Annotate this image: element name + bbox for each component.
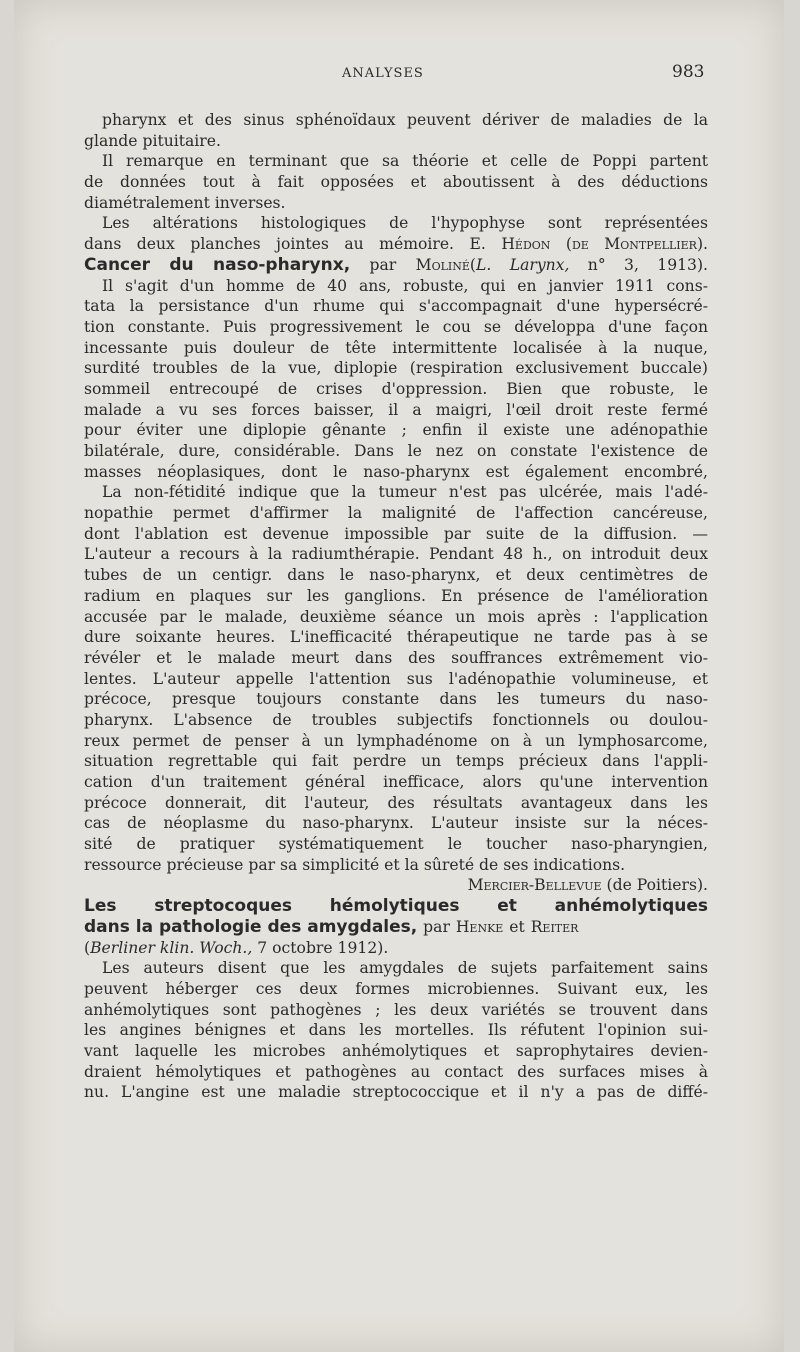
page-number: 983 (672, 62, 705, 82)
text-line: cas de néoplasme du naso-pharynx. L'auteur insiste sur la néces- (84, 814, 708, 833)
text-line: nu. L'angine est une maladie streptococcique et il n'y a pas de diffé- (84, 1083, 708, 1102)
article-journal: L. Larynx, (476, 255, 570, 274)
text-line: dont l'ablation est devenue impossible par suite de la diffusion. — (84, 524, 708, 543)
text-line: draient hémolytiques et pathogènes au contact des surfaces mises à (84, 1062, 708, 1081)
signature-place: (de Poitiers). (601, 876, 708, 895)
article-author: Reiter (530, 917, 579, 936)
text-line: pharynx. L'absence de troubles subjectifs fonctionnels ou doulou- (84, 710, 708, 729)
text-line: La non-fétidité indique que la tumeur n'est pas ulcérée, mais l'adé- (102, 483, 708, 502)
text-line: glande pituitaire. (84, 131, 221, 150)
running-head: ANALYSES (342, 66, 424, 81)
article-ref-open: ( (84, 938, 91, 957)
text-line: révéler et le malade meurt dans des souffrances extrêmement vio- (84, 648, 708, 667)
article-ref-rest: n° 3, 1913). (569, 255, 709, 274)
text-line: sommeil entrecoupé de crises d'oppression. Bien que robuste, le (84, 379, 708, 398)
text-line: Il remarque en terminant que sa théorie et celle de Poppi partent (102, 152, 708, 171)
text-line: ressource précieuse par sa simplicité et la sûreté de ses indications. (84, 855, 626, 874)
text-line: Les altérations histologiques de l'hypophyse sont représentées (102, 214, 708, 233)
signature-name: Mercier-Bellevue (467, 876, 602, 895)
text-line: précoce donnerait, dit l'auteur, des résultats avantageux dans les (84, 793, 708, 812)
text-line: accusée par le malade, deuxième séance un mois après : l'application (84, 607, 708, 626)
text-line: Il s'agit d'un homme de 40 ans, robuste, qui en janvier 1911 cons- (102, 276, 708, 295)
page-header (0, 62, 800, 86)
text-line: sité de pratiquer systématiquement le toucher naso-pharyngien, (84, 835, 708, 854)
text-line: surdité troubles de la vue, diplopie (respiration exclusivement buccale) (84, 359, 708, 378)
text-line: anhémolytiques sont pathogènes ; les deux variétés se trouvent dans (84, 1000, 708, 1019)
text-line: précoce, presque toujours constante dans les tumeurs du naso- (84, 690, 708, 709)
text-line: tata la persistance d'un rhume qui s'accompagnait d'une hypersécré- (84, 297, 708, 316)
text-line: vant laquelle les microbes anhémolytiques et saprophytaires devien- (84, 1041, 708, 1060)
article-ref-rest: 7 octobre 1912). (252, 938, 389, 957)
signature (84, 875, 708, 896)
text-line: les angines bénignes et dans les mortelles. Ils réfutent l'opinion sui- (84, 1021, 708, 1040)
text-line: peuvent héberger ces deux formes microbiennes. Suivant eux, les (84, 979, 708, 998)
text-line: dure soixante heures. L'inefficacité thérapeutique ne tarde pas à se (84, 628, 708, 647)
article-by: par (423, 917, 450, 936)
article-title: dans la pathologie des amygdales, (84, 916, 418, 937)
article-heading (84, 917, 708, 938)
text-line: situation regrettable qui fait perdre un temps précieux dans l'appli- (84, 752, 708, 771)
text-line: cation d'un traitement général inefficace, alors qu'une intervention (84, 773, 708, 791)
article-by: par (369, 255, 397, 274)
article-heading: Les streptocoques hémolytiques et anhémolytiques (84, 896, 708, 917)
text-line: tubes de un centigr. dans le naso-pharynx, et deux centimètres de (84, 566, 708, 585)
text-line: tion constante. Puis progressivement le cou se développa d'une façon (84, 317, 708, 336)
signature: E. Hédon (de Montpellier). (469, 235, 708, 254)
text-line: masses néoplasiques, dont le naso-pharynx est également encombré, (84, 462, 708, 481)
text-line: reux permet de penser à un lymphadénome on à un lymphosarcome, (84, 731, 708, 750)
text-line: L'auteur a recours à la radiumthérapie. Pendant 48 h., on introduit deux (84, 545, 708, 564)
body-text (84, 110, 708, 1103)
article-journal: Berliner klin. Woch., (90, 938, 253, 957)
text-line: radium en plaques sur les ganglions. En présence de l'amélioration (84, 586, 708, 605)
text-line: pour éviter une diplopie gênante ; enfin il existe une adénopathie (84, 421, 708, 440)
text-line: de données tout à fait opposées et aboutissent à des déductions (84, 173, 708, 192)
text-line: nopathie permet d'affirmer la malignité de l'affection cancéreuse, (84, 504, 708, 523)
text-line: malade a vu ses forces baisser, il a maigri, l'œil droit reste fermé (84, 400, 708, 419)
text-line: bilatérale, dure, considérable. Dans le nez on constate l'existence de (84, 442, 708, 460)
article-author: Moliné (415, 255, 470, 274)
text-line: lentes. L'auteur appelle l'attention sus l'adénopathie volumineuse, et (84, 669, 708, 688)
text-line: diamétralement inverses. (84, 193, 286, 212)
article-author: Henke (455, 917, 504, 936)
text-line: pharynx et des sinus sphénoïdaux peuvent dériver de maladies de la (102, 111, 708, 129)
article-title: Cancer du naso-pharynx, (84, 254, 351, 275)
text-line: Les auteurs disent que les amygdales de sujets parfaitement sains (102, 959, 708, 978)
text-fragment: dans deux planches jointes au mémoire. (84, 235, 455, 254)
article-ref-open: ( (469, 255, 477, 274)
article-reference (84, 938, 708, 959)
article-and: et (509, 917, 525, 936)
text-line (84, 234, 708, 255)
text-line: incessante puis douleur de tête intermittente localisée à la nuque, (84, 338, 708, 357)
article-heading (84, 255, 708, 276)
